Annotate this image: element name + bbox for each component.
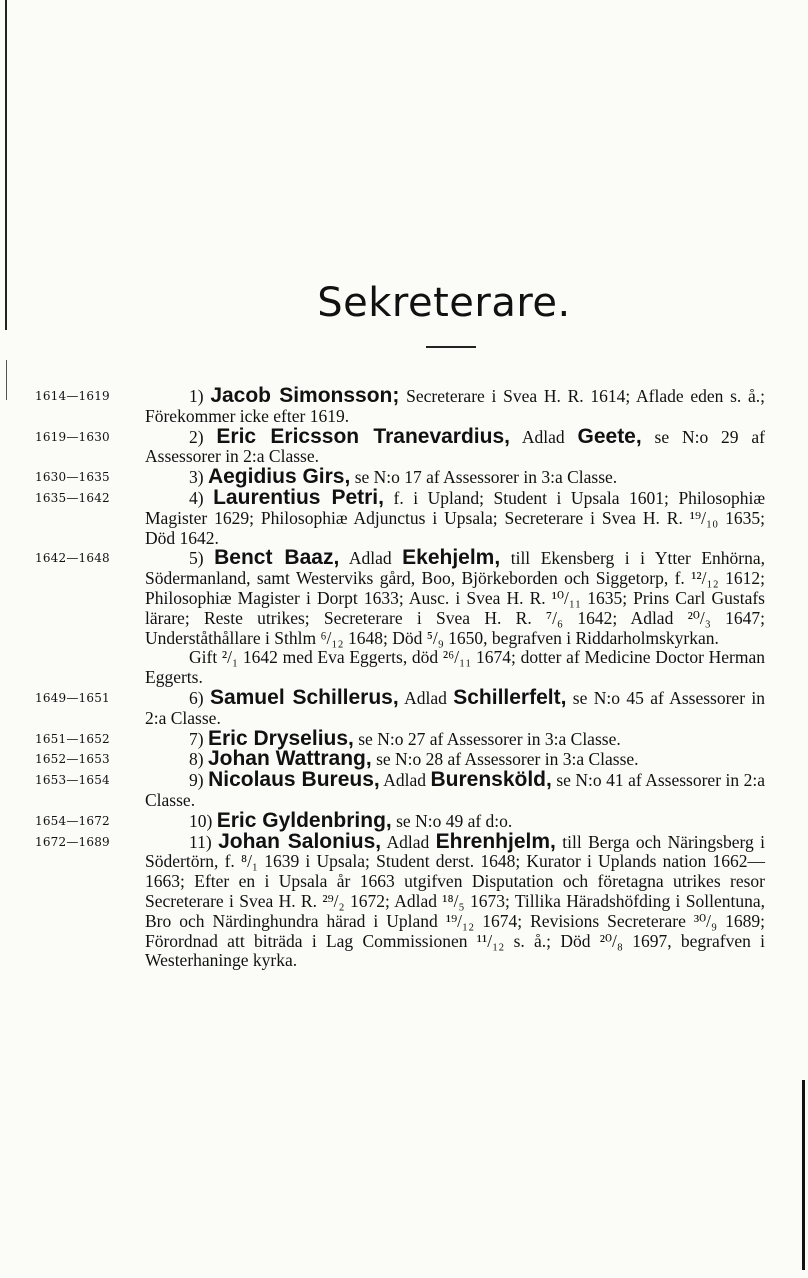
- entry-years: 1653—1654: [35, 773, 110, 788]
- entry-text: [145, 829, 765, 972]
- entry-description-cont: se N:o 29 af Assessorer in 2:a Classe.: [145, 426, 765, 467]
- entry-number: 5): [189, 548, 204, 569]
- entry-name: Jacob Simonsson;: [210, 384, 400, 407]
- entry-description: Adlad: [510, 426, 578, 447]
- entry-text: [145, 485, 765, 548]
- entry-text: [145, 685, 765, 729]
- entry-description: Adlad: [379, 770, 431, 791]
- entry-description: Adlad: [339, 548, 403, 569]
- entry-years: 1614—1619: [35, 389, 110, 403]
- entry-text: [145, 808, 765, 832]
- entry-ennobled-name: Ekehjelm,: [402, 546, 501, 570]
- entry-years: 1649—1651: [35, 690, 110, 705]
- entry-5: [0, 548, 808, 688]
- entry-ennobled-name: Burensköld,: [430, 768, 552, 792]
- entry-text: [145, 424, 765, 468]
- entry-years: 1672—1689: [35, 834, 110, 849]
- entry-number: 7): [189, 728, 204, 749]
- entry-number: 3): [189, 467, 204, 488]
- entry-description-cont: se N:o 45 af Assessorer in 2:a Classe.: [145, 687, 765, 728]
- entry-number: 2): [189, 426, 204, 447]
- entry-name: Benct Baaz,: [214, 546, 340, 570]
- entry-number: 4): [189, 487, 204, 508]
- entry-text: [145, 770, 765, 811]
- entry-name: Johan Salonius,: [218, 829, 382, 853]
- entry-years: 1654—1672: [35, 813, 110, 828]
- entry-description: f. i Upland; Student i Upsala 1601; Philosophiæ Magister 1629; Philosophiæ Adjunctus i Upsala; Secreterare i Svea H. R. ¹⁹/₁₀ 1635; Död 1642.: [145, 487, 765, 548]
- entry-text: [145, 726, 765, 750]
- entry-text: [145, 386, 765, 427]
- entry-number: 11): [189, 831, 212, 852]
- entry-9: [0, 770, 808, 811]
- page-edge-left: [5, 0, 7, 330]
- entry-years: 1630—1635: [35, 470, 110, 485]
- entry-number: 6): [189, 687, 204, 708]
- entry-2: [0, 424, 808, 468]
- entry-description: Adlad: [381, 831, 436, 852]
- entry-number: 10): [189, 810, 213, 831]
- entry-7: [0, 726, 808, 750]
- entry-name: Nicolaus Bureus,: [208, 768, 380, 792]
- entry-name: Aegidius Girs,: [207, 465, 351, 489]
- entry-description-cont: till Ekensberg i i Ytter Enhörna, Södermanland, samt Westerviks gård, Boo, Björkeborden och Siggetorp, f. ¹²/₁₂ 1612; Philosophiæ Magister i Dorpt 1633; Ausc. i Svea H. R. ¹⁰/₁₁ 1635; Prins Carl Gustafs lärare; Reste utrikes; Secreterare i Svea H. R. ⁷/₆ 1642; Adlad ²⁰/₃ 1647; Underståthållare i Sthlm ⁶/₁₂ 1648; Död ⁵/₉ 1650, begrafven i Riddarholmskyrkan.: [145, 548, 766, 648]
- entry-name: Eric Dryselius,: [207, 726, 354, 750]
- entry-years: 1619—1630: [35, 429, 110, 444]
- entry-8: [0, 749, 808, 770]
- entry-description: Adlad: [398, 687, 454, 708]
- entry-number: 9): [189, 770, 204, 791]
- title-rule: [426, 346, 476, 348]
- entry-description: se N:o 27 af Assessorer in 3:a Classe.: [353, 728, 621, 749]
- entry-list: [0, 386, 808, 971]
- entry-ennobled-name: Ehrenhjelm,: [435, 829, 556, 853]
- entry-description-cont: se N:o 41 af Assessorer in 2:a Classe.: [145, 770, 765, 810]
- entry-name: Eric Gyldenbring,: [216, 808, 392, 832]
- entry-name: Laurentius Petri,: [213, 485, 384, 509]
- entry-years: 1651—1652: [35, 731, 110, 746]
- entry-description: se N:o 17 af Assessorer in 3:a Classe.: [350, 467, 618, 488]
- page-edge-right: [802, 1080, 805, 1270]
- entry-ennobled-name: Geete,: [577, 424, 642, 448]
- entry-number: 8): [189, 749, 204, 770]
- entry-text: [145, 548, 765, 648]
- entry-description-cont: till Berga och Näringsberg i Södertörn, f. ⁸/₁ 1639 i Upsala; Student derst. 1648; Kurator i Uplands nation 1662—1663; Efter en i Upsala år 1663 utgifven Disputation och företagna utrikes resor Secreterare i Svea H. R. ²⁹/₂ 1672; Adlad ¹⁸/₅ 1673; Tillika Häradshöfding i Sollentuna, Bro och Närdinghundra härad i Upland ¹⁹/₁₂ 1674; Revisions Secreterare ³⁰/₉ 1689; Förordnad att biträda i Lag Commissionen ¹¹/₁₂ s. å.; Död ²⁰/₈ 1697, begrafven i Westerhaninge kyrka.: [145, 831, 765, 971]
- entry-years: 1652—1653: [35, 752, 110, 767]
- entry-name: Eric Ericsson Tranevardius,: [216, 424, 510, 448]
- entry-ennobled-name: Schillerfelt,: [453, 685, 567, 709]
- entry-marriage-note: Gift ²/₁ 1642 med Eva Eggerts, död ²⁶/₁₁ 1674; dotter af Medicine Doctor Herman Eggerts.: [145, 647, 765, 688]
- entry-10: [0, 808, 808, 832]
- page-title: Sekreterare.: [317, 280, 571, 326]
- entry-description: se N:o 28 af Assessorer in 3:a Classe.: [371, 749, 639, 770]
- entry-name: Samuel Schillerus,: [209, 685, 399, 709]
- entry-years: 1635—1642: [35, 490, 110, 505]
- entry-4: [0, 485, 808, 548]
- entry-text: [145, 467, 765, 488]
- entry-number: 1): [189, 386, 204, 406]
- entry-6: [0, 685, 808, 729]
- entry-11: [0, 829, 808, 972]
- entry-name: Johan Wattrang,: [207, 747, 372, 771]
- entry-description: se N:o 49 af d:o.: [391, 810, 513, 831]
- entry-text: [145, 749, 765, 770]
- entry-years: 1642—1648: [35, 551, 110, 566]
- entry-3: [0, 467, 808, 488]
- entry-1: [0, 386, 808, 427]
- entry-description: Secreterare i Svea H. R. 1614; Aflade eden s. å.; Förekommer icke efter 1619.: [145, 386, 766, 426]
